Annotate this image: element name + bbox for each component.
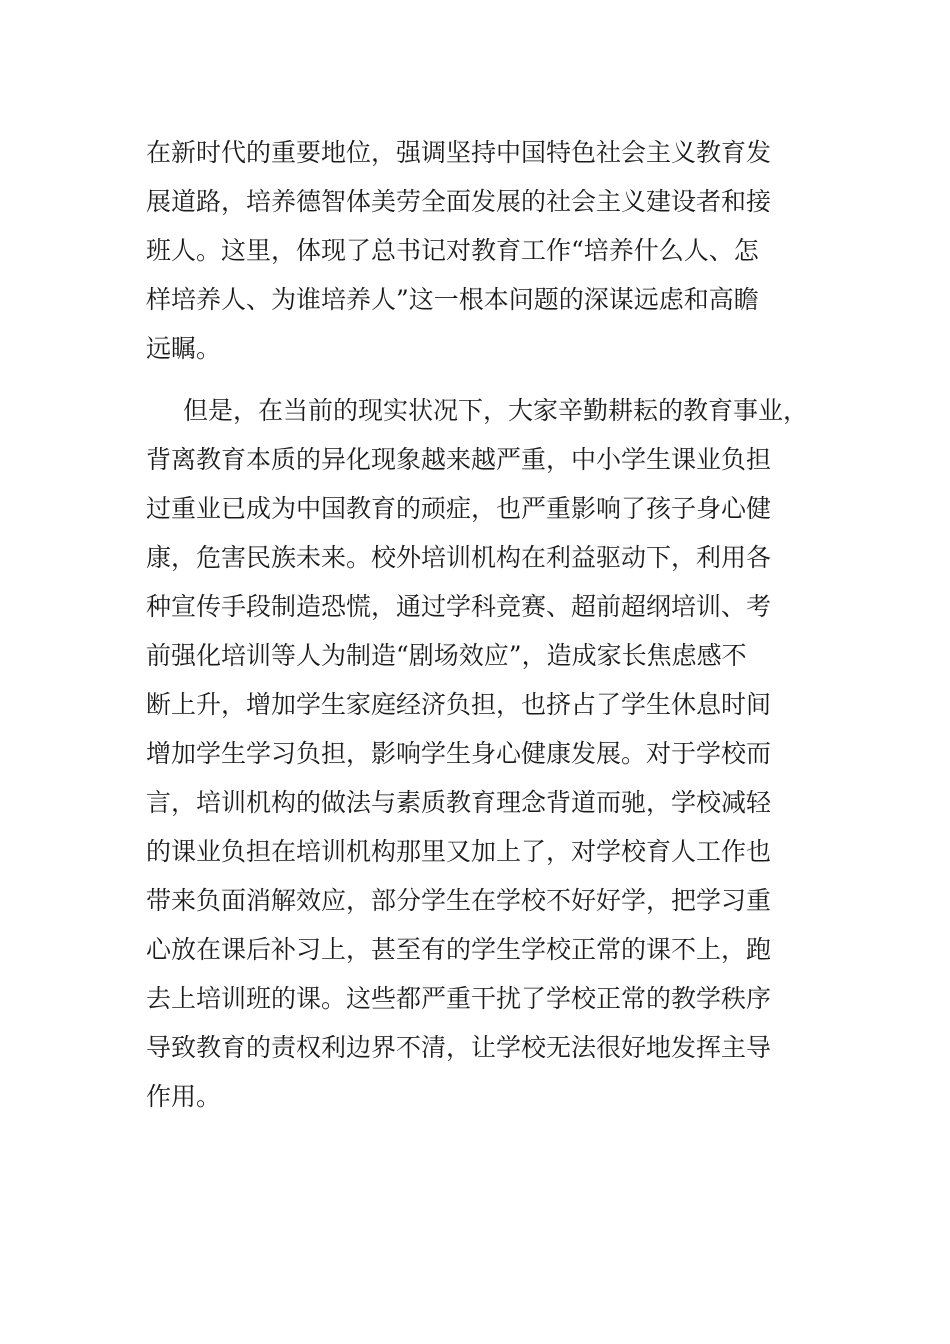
paragraph-2-line: 增加学生学习负担，影响学生身心健康发展。对于学校而 bbox=[146, 739, 772, 768]
paragraph-2-line: 言，培训机构的做法与素质教育理念背道而驰，学校减轻 bbox=[146, 788, 772, 817]
paragraph-2-line: 康，危害民族未来。校外培训机构在利益驱动下，利用各 bbox=[146, 543, 772, 572]
paragraph-2-line: 背离教育本质的异化现象越来越严重，中小学生课业负担 bbox=[146, 445, 772, 474]
paragraph-2-line: 过重业已成为中国教育的顽症，也严重影响了孩子身心健 bbox=[146, 494, 772, 523]
paragraph-1-line: 在新时代的重要地位，强调坚持中国特色社会主义教育发 bbox=[146, 138, 772, 167]
paragraph-2-line: 带来负面消解效应，部分学生在学校不好好学，把学习重 bbox=[146, 886, 772, 915]
paragraph-2-line: 作用。 bbox=[146, 1082, 222, 1111]
paragraph-2-line: 心放在课后补习上，甚至有的学生学校正常的课不上，跑 bbox=[146, 935, 772, 964]
paragraph-2-line: 但是，在当前的现实状况下，大家辛勤耕耘的教育事业， bbox=[183, 396, 809, 425]
paragraph-2-line: 种宣传手段制造恐慌，通过学科竞赛、超前超纲培训、考 bbox=[146, 592, 772, 621]
paragraph-2-line: 去上培训班的课。这些都严重干扰了学校正常的教学秩序 bbox=[146, 984, 772, 1013]
paragraph-2-line: 前强化培训等人为制造“剧场效应”，造成家长焦虑感不 bbox=[146, 641, 747, 670]
paragraph-1-line: 远瞩。 bbox=[146, 334, 222, 363]
paragraph-1-line: 展道路，培养德智体美劳全面发展的社会主义建设者和接 bbox=[146, 187, 772, 216]
paragraph-1-line: 样培养人、为谁培养人”这一根本问题的深谋远虑和高瞻 bbox=[146, 285, 759, 314]
paragraph-1-line: 班人。这里，体现了总书记对教育工作“培养什么人、怎 bbox=[146, 236, 759, 265]
paragraph-2-line: 的课业负担在培训机构那里又加上了，对学校育人工作也 bbox=[146, 837, 772, 866]
paragraph-2-line: 导致教育的责权利边界不清，让学校无法很好地发挥主导 bbox=[146, 1033, 772, 1062]
paragraph-2-line: 断上升，增加学生家庭经济负担，也挤占了学生休息时间 bbox=[146, 690, 772, 719]
